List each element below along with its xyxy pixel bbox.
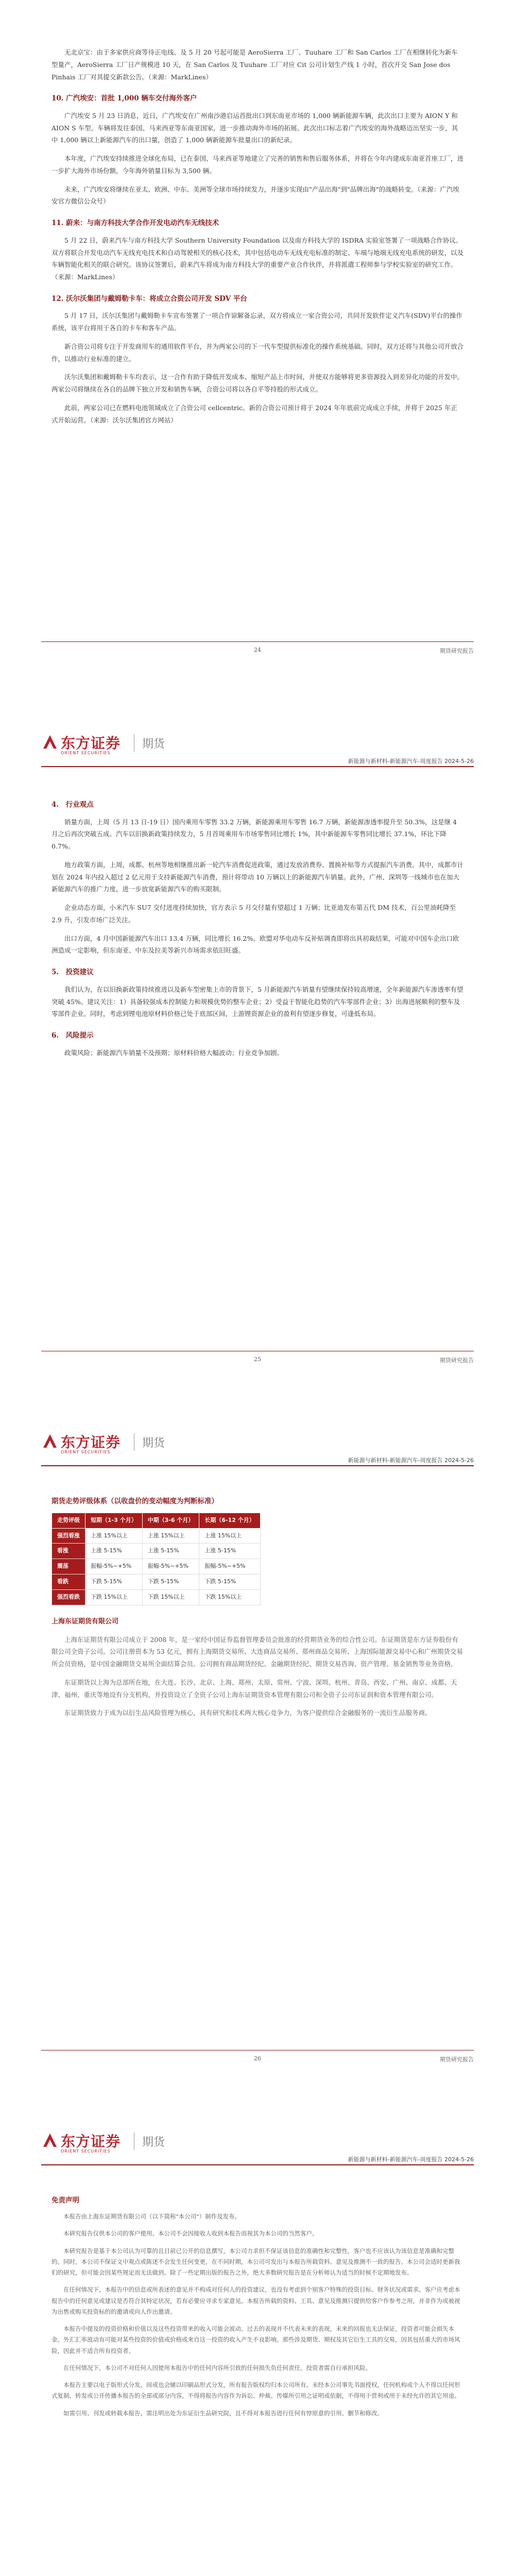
paragraph: 在任何情况下，本报告中的信息或所表述的意见并不构成对任何人的投资建议，也没有考虑到个别客户特殊的投资目标、财务状况或需求。客户应考虑本报告中的任何意见或建议是否符合其特定状况，若有必要应寻求专家意见。本报告所载的资料、工具、意见及推测只提供给客户作参考之用，并非作为或被视为出售或购买投资标的的邀请或向人作出邀请。 [52, 2286, 460, 2315]
logo-subtitle: 期货 [142, 2136, 165, 2149]
table-cell: 下跌 15%以上 [85, 1590, 143, 1605]
paragraph: 5 月 22 日，蔚来汽车与南方科技大学 Southern University Foundation 以及南方科技大学的 ISDRA 实验室签署了一项战略合作协议。双方将联合开发电动汽车无线充电技术和自动驾驶相关的核心技术，其中包括电动车无线充电标准的制定、车端与地端无线充电系统的研发，以及车辆智能化相关的联合研究。该协议签署后，蔚来汽车将成为南方科技大学的重要产业合作伙伴，并将派遣工程师参与学校实验室的研究工作。（来源：MarkLines） [52, 236, 464, 281]
column-header: 走势评级 [52, 1513, 85, 1528]
table-row [52, 1574, 261, 1590]
paragraph: 沃尔沃集团和戴姆勒卡车均表示，这一合作有助于降低开发成本、缩短产品上市时间，并使双方能够将更多资源投入到差异化功能的开发中。两家公司将继续在各自的品牌下独立开发和销售车辆，合资公司将以各自平等持股的形式成立。 [52, 373, 464, 394]
logo-english: ORIENT SECURITIES [61, 751, 111, 755]
page-27 [0, 2097, 515, 2576]
paragraph: 无北京宝：由于多家供应商等待正电线、及 5 月 20 号起可能是 AeroSierra 工厂、Tuuhare 工厂和 San Carlos 工厂在相继转化为新车型量产，AeroSierra 工厂日产规模进 10 天，在 San Carlos 及 Tuuhare 工厂对应 Cit 公司计划生产线 1 小时，首次开交 San Jose dos Pinhais 工厂对其提交新款公告。（来源：MarkLines） [52, 48, 458, 81]
paragraph: 本研究报告是基于本公司认为可靠的且目前已公开的信息撰写，本公司力求但不保证该信息的准确性和完整性，客户也不应该认为该信息是准确和完整的。同时，本公司不保证文中观点或陈述不会发生任何变更，在不同时期，本公司可发出与本报告所载资料、意见及推测不一致的报告。本公司会适时更新我们的研究，但可能会因某些规定而无法做到。除了一些定期出版的报告之外，绝大多数研究报告是在分析师认为适当的时候不定期地发布。 [52, 2247, 460, 2277]
table-cell: 下跌 15%以上 [199, 1590, 260, 1605]
table-row [52, 1590, 261, 1605]
column-header: 中期（3-6 个月） [142, 1513, 199, 1528]
page-number: 26 [254, 2055, 261, 2062]
paragraph: 出口方面，4 月中国新能源汽车出口 13.4 万辆，同比增长 16.2%。欧盟对华电动车反补贴调查即将出具初裁结果，可能对中国车企出口欧洲造成一定影响，但东南亚、中东及拉美等新兴市场需求依旧旺盛。 [52, 934, 459, 955]
logo-subtitle: 期货 [142, 1437, 165, 1450]
header-divider [41, 1465, 474, 1466]
table-cell: 振幅-5%~+5% [199, 1559, 260, 1574]
paragraph: 本报告由上海东证期货有限公司（以下简称"本公司"）制作及发布。 [63, 2212, 241, 2220]
page-header [41, 1429, 474, 1468]
table-row [52, 1559, 261, 1574]
page-footer [41, 641, 474, 662]
table-header-row [52, 1513, 261, 1528]
logo-text: 东方证券 [61, 2133, 121, 2150]
paragraph: 本年度，广汽埃安持续推进全球化布局，已在泰国、马来西亚等地建立了完善的销售和售后服务体系，并将在今年内建成东南亚首座工厂，进一步扩大海外市场份额，今年海外销量目标为 3,500 辆。 [52, 155, 464, 175]
footer-note: 期货研究报告 [440, 648, 474, 654]
table-row [52, 1528, 261, 1544]
paragraph: 销量方面，上周（5 月 13 日-19 日）国内乘用车零售 33.2 万辆，新能源乘用车零售 16.7 万辆，新能源渗透率提升至 50.3%，这是继 4 月之后再次突破五成。汽车以旧换新政策持续发力，5 月首周乘用车市场零售同比增长 1%，其中新能源车零售同比增长 37.1%，环比下降 0.7%。 [52, 818, 457, 851]
rating-label: 强烈看跌 [52, 1590, 85, 1605]
paragraph: 上海东证期货有限公司成立于 2008 年，是一家经中国证券监督管理委员会批准的经营期货业务的综合性公司。东证期货是东方证券股份有限公司全资子公司。公司注册资本为 53 亿元，拥有上海期货交易所、大连商品交易所、郑州商品交易所、上海国际能源交易中心和广州期货交易所会员资格，是中国金融期货交易所全面结算会员。公司拥有商品期货经纪、金融期货经纪、期货交易咨询、资产管理、基金销售等业务资格。 [52, 1635, 463, 1668]
page-header [41, 730, 474, 769]
page-24 [0, 0, 515, 699]
header-divider [41, 2164, 474, 2165]
table-cell: 上涨 15%以上 [199, 1528, 260, 1544]
paragraph: 企业动态方面，小米汽车 SU7 交付进度持续加快，官方表示 5 月交付量有望超过 1 万辆；比亚迪发布第五代 DM 技术，百公里油耗降至 2.9 升，引发市场广泛关注。 [52, 904, 456, 924]
section-heading: 12. 沃尔沃集团与戴姆勒卡车：将成立合资公司开发 SDV 平台 [52, 294, 247, 303]
rating-label: 震荡 [52, 1559, 85, 1574]
page-footer [41, 1351, 474, 1371]
section-heading: 4. 行业观点 [52, 801, 94, 809]
footer-divider [41, 641, 474, 642]
table-cell: 上涨 15%以上 [85, 1528, 143, 1544]
logo-english: ORIENT SECURITIES [61, 2149, 111, 2154]
paragraph: 新合资公司将专注于开发商用车的通用软件平台，并为两家公司的下一代车型提供标准化的操作系统基础。同时，双方还将与其他公司开放合作，以推动行业标准的建立。 [52, 342, 464, 363]
section-heading: 6. 风险提示 [52, 1031, 94, 1040]
paragraph: 在任何情况下，本公司不对任何人因使用本报告中的任何内容所引致的任何损失负任何责任，投资者需自行承担风险。 [63, 2364, 371, 2371]
page-footer [41, 2050, 474, 2071]
page-header [41, 2128, 474, 2167]
column-header: 短期（1-3 个月） [85, 1513, 143, 1528]
rating-label: 看跌 [52, 1574, 85, 1590]
paragraph: 本报告主要以电子版形式分发，间或也会辅以印刷品形式分发，所有报告版权均归本公司所有。未经本公司事先书面授权，任何机构或个人不得以任何形式复制、转发或公开传播本报告的全部或部分内容，不得将报告内容作为诉讼、仲裁、传媒所引用之证明或依据，不得用于营利或用于未经允许的其它用途。 [52, 2381, 460, 2400]
page-number: 25 [254, 1356, 261, 1363]
table-row [52, 1544, 261, 1559]
orient-logo-icon [41, 1432, 59, 1450]
report-title: 新能源与新材料-新能源汽车-周度报告 2024-5-26 [348, 758, 474, 765]
table-cell: 振幅-5%~+5% [142, 1559, 199, 1574]
page-body [52, 46, 464, 432]
section-heading: 11. 蔚来：与南方科技大学合作开发电动汽车无线技术 [52, 219, 219, 228]
paragraph: 本研究报告仅供本公司的客户使用。本公司不会因接收人收到本报告而视其为本公司的当然客户。 [63, 2230, 318, 2238]
company-title: 上海东证期货有限公司 [52, 1617, 119, 1625]
page-body [52, 1486, 464, 1725]
logo-english: ORIENT SECURITIES [61, 1450, 111, 1454]
table-cell: 下跌 5-15% [85, 1574, 143, 1590]
paragraph: 5 月 17 日，沃尔沃集团与戴姆勒卡车宣布签署了一项合作谅解备忘录，双方将成立一家合资公司，共同开发软件定义汽车(SDV)平台的操作系统，该平台将用于各自的卡车和客车产品。 [52, 312, 462, 332]
rating-table-title: 期货走势评级体系（以收盘价的变动幅度为判断标准） [52, 1497, 218, 1505]
page-26 [0, 1398, 515, 2097]
table-cell: 下跌 5-15% [199, 1574, 260, 1590]
paragraph: 政策风险；新能源汽车销量不及预期；原材料价格大幅波动；行业竞争加剧。 [64, 1048, 284, 1057]
table-cell: 上涨 5-15% [142, 1544, 199, 1559]
orient-logo-icon [41, 2131, 59, 2149]
footer-note: 期货研究报告 [440, 1357, 474, 1364]
section-heading: 5. 投资建议 [52, 968, 94, 977]
paragraph: 此前，两家公司已在燃料电池领域成立了合资公司 cellcentric。新的合资公司预计将于 2024 年年底前完成成立手续，并将于 2025 年正式开始运营。（来源：沃尔沃集团官方网站） [52, 403, 457, 424]
section-heading: 10. 广汽埃安：首批 1,000 辆车交付海外客户 [52, 94, 197, 103]
paragraph: 我们认为，在以旧换新政策持续推进以及新车型密集上市的背景下，5 月新能源汽车销量有望继续保持较高增速，全年新能源汽车渗透率有望突破 45%。建议关注：1）具备较强成本控制能力和规模优势的整车企业；2）受益于智能化趋势的汽车零部件企业；3）出海进展顺利的整车及零部件企业。同时，考虑到锂电池原材料价格已处于底部区间，上游锂资源企业的盈利有望逐步修复，可逢低布局。 [52, 985, 464, 1018]
orient-logo-icon [41, 733, 59, 751]
page-25 [0, 699, 515, 1398]
rating-label: 强烈看涨 [52, 1528, 85, 1544]
logo-text: 东方证券 [61, 1434, 121, 1451]
table-cell: 上涨 5-15% [85, 1544, 143, 1559]
page-number: 24 [254, 647, 261, 653]
rating-label: 看涨 [52, 1544, 85, 1559]
table-cell: 下跌 15%以上 [142, 1590, 199, 1605]
column-header: 长期（6-12 个月） [199, 1513, 260, 1528]
paragraph: 未来，广汽埃安将继续在亚太、欧洲、中东、美洲等全球市场持续发力，并逐步实现由"产品出海"到"品牌出海"的战略转变。（来源：广汽埃安官方微信公众号） [52, 185, 459, 206]
page-body [52, 2185, 464, 2425]
paragraph: 东证期货以上海为总部所在地，在大连、长沙、北京、上海、郑州、太原、常州、宁波、深圳、杭州、青岛、西安、广州、南京、成都、天津、福州、重庆等地设有分支机构，并投资设立了全资子公司上海东证期货资本管理有限公司和全资子公司东证润和资本管理有限公司。 [52, 1678, 457, 1699]
header-divider [41, 766, 474, 767]
paragraph: 地方政策方面，上周，成都、杭州等地相继推出新一轮汽车消费促进政策，通过发放消费券、置换补贴等方式提振汽车消费。其中，成都市计划在 2024 年内投入超过 2 亿元用于支持新能源汽车消费，预计将带动 10 万辆以上的新能源汽车销量。此外，广州、深圳等一线城市也在加大新能源汽车的推广力度，进一步放宽新能源汽车的购买限制。 [52, 860, 464, 893]
paragraph: 本报告中提及的投资价格和价值以及这些投资带来的收入可能会波动。过去的表现并不代表未来的表现，未来的回报也无法保证，投资者可能会损失本金。外汇汇率波动有可能对某些投资的价值或价格或来自这一投资的收入产生不良影响。那些涉及期货、期权及其它衍生工具的交易，因其包括重大的市场风险，因此并不适合所有投资者。 [52, 2325, 460, 2354]
paragraph: 广汽埃安 5 月 23 日消息，近日，广汽埃安在广州南沙港启运首批出口到东南亚市场的 1,000 辆新能源车辆，此次出口主要为 AION Y 和 AION S 车型。车辆将发往泰国、马来西亚等东南亚国家，进一步推动海外市场的拓展。此次出口标志着广汽埃安的海外战略迈出坚实一步，其中 1,000 辆以上新能源汽车的出口量，创造了 1,000 辆新能源车批量出口的新纪录。 [52, 111, 458, 144]
paragraph: 如需引用、刊发或转载本报告，需注明出处为东证衍生品研究院，且不得对本报告进行任何有悖原意的引用、删节和修改。 [63, 2409, 383, 2417]
logo-text: 东方证券 [61, 735, 121, 752]
disclaimer-heading: 免责声明 [52, 2196, 79, 2205]
paragraph: 东证期货致力于成为以衍生品风险管理为核心，具有研究和技术两大核心竞争力，为客户提供综合金融服务的一流衍生品服务商。 [64, 1709, 432, 1717]
table-cell: 上涨 15%以上 [142, 1528, 199, 1544]
table-cell: 下跌 5-15% [142, 1574, 199, 1590]
table-cell: 上涨 5-15% [199, 1544, 260, 1559]
report-title: 新能源与新材料-新能源汽车-周度报告 2024-5-26 [348, 1457, 474, 1464]
page-body [52, 789, 464, 1065]
table-cell: 振幅-5%~+5% [85, 1559, 143, 1574]
logo-subtitle: 期货 [142, 738, 165, 751]
footer-note: 期货研究报告 [440, 2056, 474, 2063]
rating-table [52, 1513, 261, 1605]
report-title: 新能源与新材料-新能源汽车-周度报告 2024-5-26 [348, 2156, 474, 2163]
